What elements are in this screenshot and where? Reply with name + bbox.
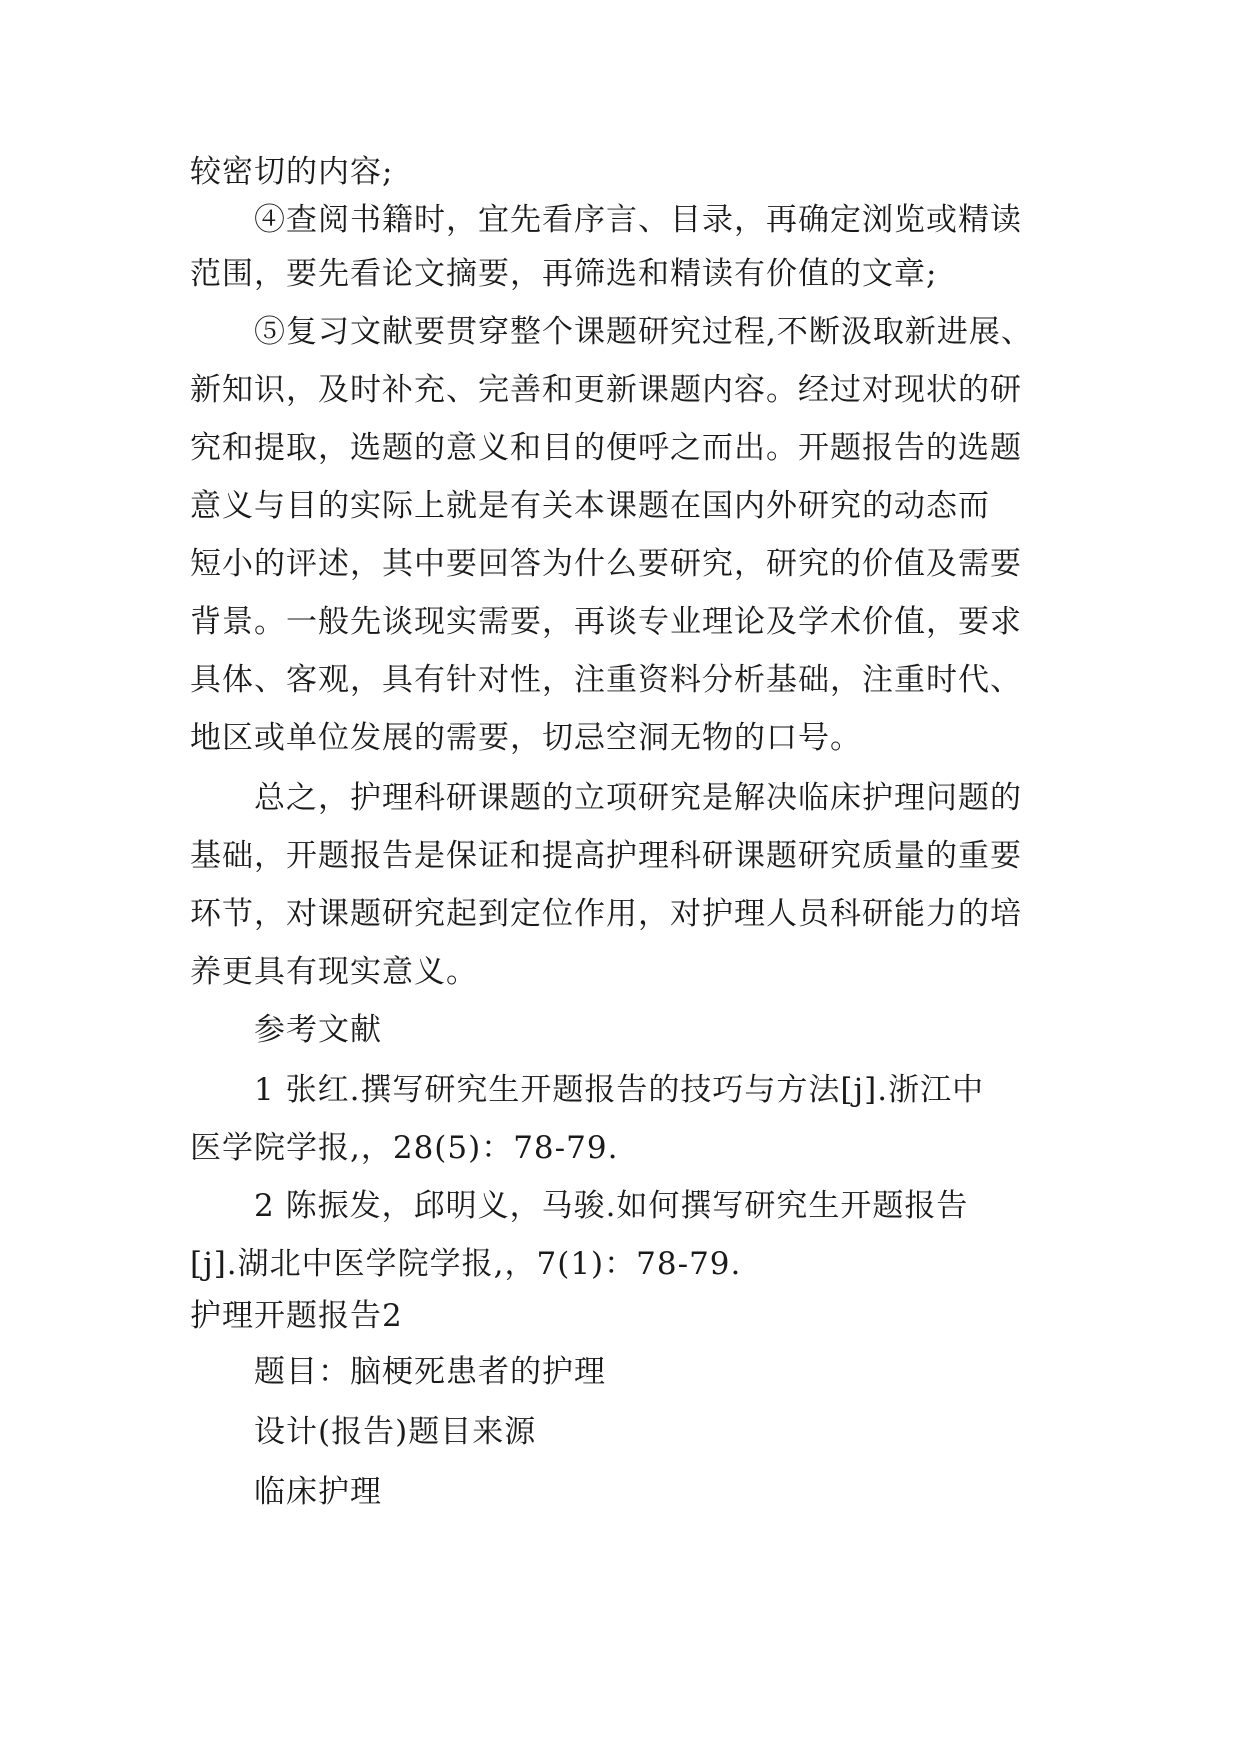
text-line: 较密切的内容; <box>190 154 394 190</box>
text-line: 具体、客观，具有针对性，注重资料分析基础，注重时代、 <box>190 662 1022 698</box>
text-line: 意义与目的实际上就是有关本课题在国内外研究的动态而 <box>190 488 990 524</box>
reference-item: 1 张红.撰写研究生开题报告的技巧与方法[j].浙江中 <box>254 1072 985 1108</box>
reference-item: [j].湖北中医学院学报,，7(1)：78-79. <box>190 1246 742 1282</box>
text-line: 题目：脑梗死患者的护理 <box>254 1354 606 1390</box>
section-title: 护理开题报告2 <box>190 1298 403 1334</box>
text-line: 新知识，及时补充、完善和更新课题内容。经过对现状的研 <box>190 372 1022 408</box>
text-line: 短小的评述，其中要回答为什么要研究，研究的价值及需要 <box>190 546 1022 582</box>
text-line: 背景。一般先谈现实需要，再谈专业理论及学术价值，要求 <box>190 604 1022 640</box>
text-line: ⑤复习文献要贯穿整个课题研究过程,不断汲取新进展、 <box>254 314 1033 350</box>
text-line: 环节，对课题研究起到定位作用，对护理人员科研能力的培 <box>190 896 1022 932</box>
text-line: 地区或单位发展的需要，切忌空洞无物的口号。 <box>190 720 862 756</box>
text-line: 临床护理 <box>254 1474 382 1510</box>
text-line: 养更具有现实意义。 <box>190 954 478 990</box>
text-line: 范围，要先看论文摘要，再筛选和精读有价值的文章; <box>190 256 938 292</box>
text-line: 总之，护理科研课题的立项研究是解决临床护理问题的 <box>254 780 1022 816</box>
text-line: 基础，开题报告是保证和提高护理科研课题研究质量的重要 <box>190 838 1022 874</box>
text-line: 设计(报告)题目来源 <box>254 1414 537 1450</box>
reference-item: 2 陈振发，邱明义，马骏.如何撰写研究生开题报告 <box>254 1188 969 1224</box>
text-line: 究和提取，选题的意义和目的便呼之而出。开题报告的选题 <box>190 430 1022 466</box>
text-line: ④查阅书籍时，宜先看序言、目录，再确定浏览或精读 <box>254 202 1022 238</box>
reference-item: 医学院学报,，28(5)：78-79. <box>190 1130 619 1166</box>
references-heading: 参考文献 <box>254 1012 382 1048</box>
